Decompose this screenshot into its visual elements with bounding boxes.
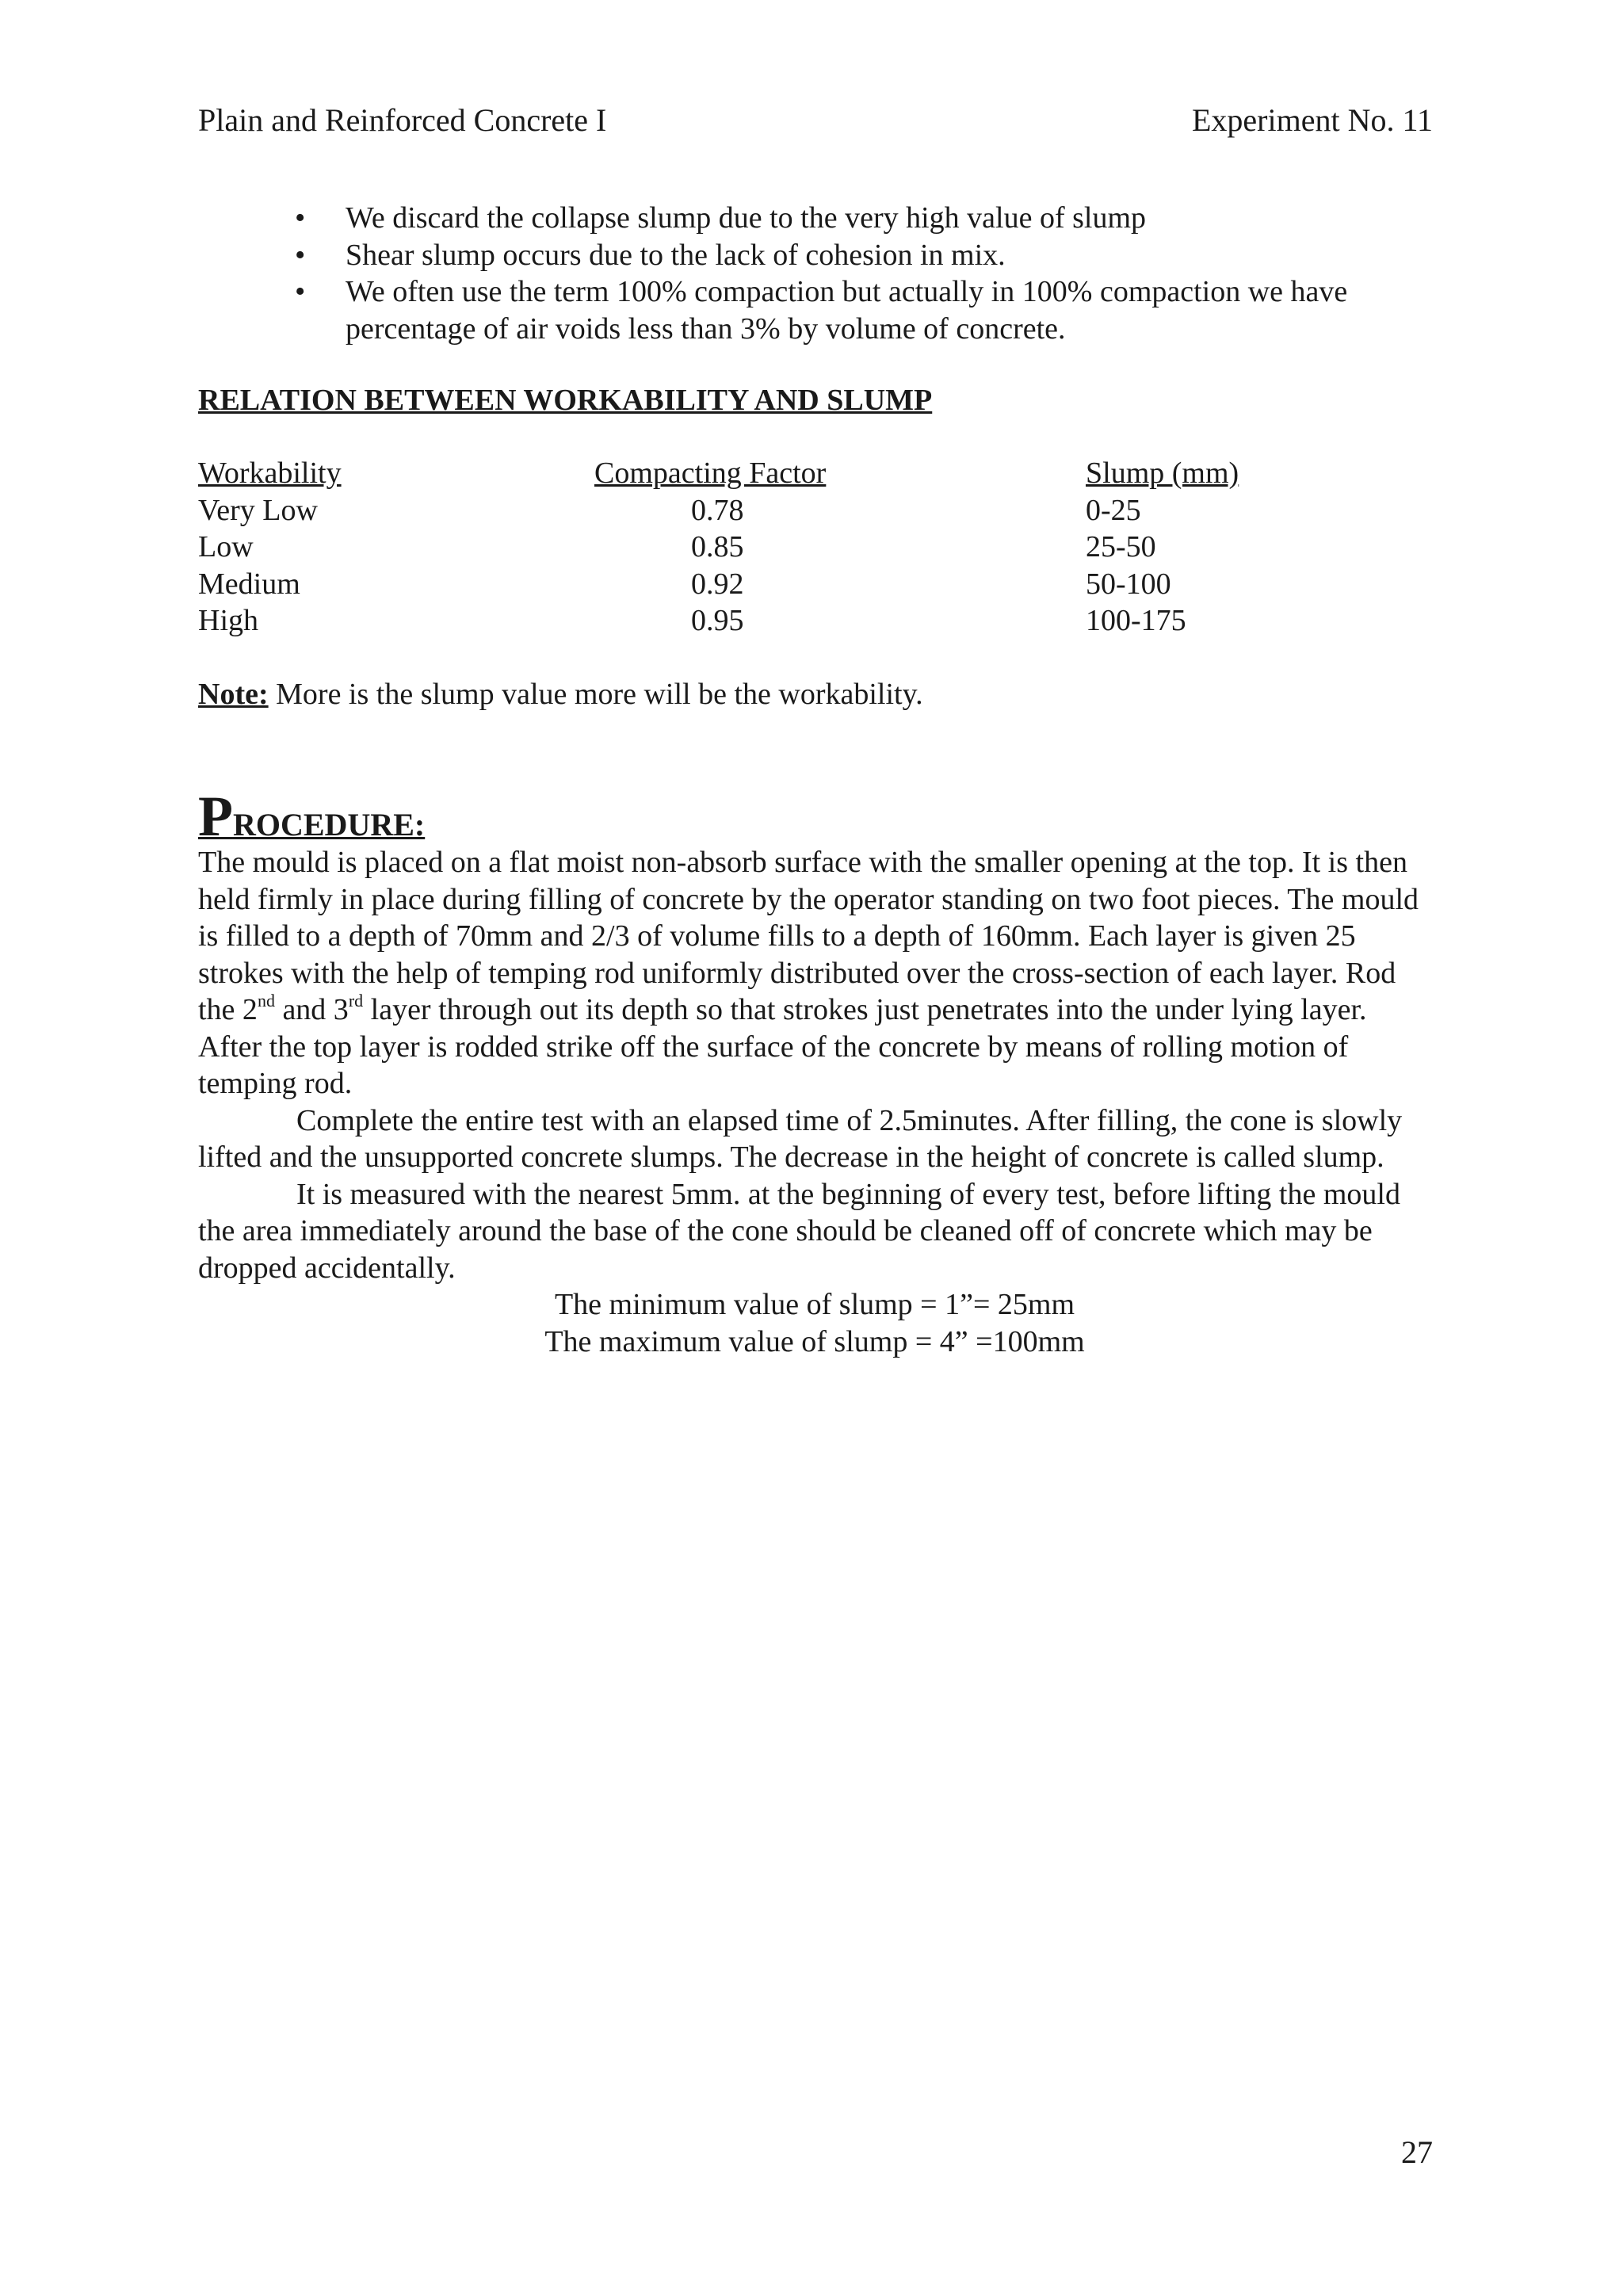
workability-table <box>198 455 1434 640</box>
column-header-compacting-factor: Compacting Factor <box>594 457 827 490</box>
list-item <box>198 273 1434 347</box>
procedure-text: layer through out its depth so that strokes just penetrates into the under lying layer. After the top layer is rodded strike off the surface of the concrete by means of rolling motion of temping rod. <box>198 993 1367 1100</box>
column-header-workability: Workability <box>198 457 342 490</box>
procedure-paragraph-2: Complete the entire test with an elapsed time of 2.5minutes. After filling, the cone is slowly lifted and the unsupported concrete slumps. The decrease in the height of concrete is called slump. <box>198 1103 1403 1174</box>
note-paragraph <box>198 676 1434 713</box>
cell-compacting-factor: 0.95 <box>691 604 744 637</box>
procedure-heading-initial: P <box>198 785 233 848</box>
running-header-experiment: Experiment No. 11 <box>1191 102 1433 138</box>
bullet-icon: • <box>295 238 306 272</box>
superscript: nd <box>257 991 275 1010</box>
page-content <box>198 200 1434 1360</box>
procedure-text: and 3 <box>274 993 349 1026</box>
cell-workability: High <box>198 604 258 637</box>
procedure-heading <box>198 785 1434 848</box>
note-text: More is the slump value more will be the workability. <box>268 677 923 711</box>
note-label: Note: <box>198 677 269 711</box>
list-item <box>198 237 1434 274</box>
procedure-paragraph-1 <box>198 844 1434 1102</box>
running-header-title: Plain and Reinforced Concrete I <box>198 102 607 138</box>
cell-workability: Low <box>198 530 254 563</box>
table-header-row <box>198 455 1434 492</box>
cell-workability: Very Low <box>198 493 318 527</box>
cell-workability: Medium <box>198 567 300 601</box>
minimum-slump-line: The minimum value of slump = 1”= 25mm <box>554 1288 1075 1321</box>
cell-slump: 25-50 <box>1086 530 1156 563</box>
cell-slump: 50-100 <box>1086 567 1171 601</box>
bullet-icon: • <box>295 275 306 308</box>
bullet-list <box>198 200 1434 347</box>
column-header-slump: Slump (mm) <box>1086 457 1239 490</box>
cell-compacting-factor: 0.92 <box>691 567 744 601</box>
relation-heading: RELATION BETWEEN WORKABILITY AND SLUMP <box>198 384 933 417</box>
list-item-text: Shear slump occurs due to the lack of cohesion in mix. <box>346 238 1006 272</box>
cell-slump: 0-25 <box>1086 493 1141 527</box>
bullet-icon: • <box>295 201 306 235</box>
procedure-paragraph-3: It is measured with the nearest 5mm. at the beginning of every test, before lifting the mould the area immediately around the base of the cone should be cleaned off of concrete which may be dropped accidentally. <box>198 1177 1400 1285</box>
list-item-text: We often use the term 100% compaction but actually in 100% compaction we have percentage of air voids less than 3% by volume of concrete. <box>346 275 1348 346</box>
list-item-text: We discard the collapse slump due to the very high value of slump <box>346 201 1147 235</box>
procedure-text: The mould is placed on a flat moist non-absorb surface with the smaller opening at the top. It is then held firmly in place during filling of concrete by the operator standing on two foot pieces. The mould is filled to a depth of 70mm and 2/3 of volume fills to a depth of 160mm. Each layer is given 25 strokes with the help of temping rod uniformly distributed over the cross-section of each layer. Rod the 2 <box>198 846 1419 1026</box>
table-row <box>198 492 1434 529</box>
cell-compacting-factor: 0.78 <box>691 493 744 527</box>
cell-slump: 100-175 <box>1086 604 1186 637</box>
table-row <box>198 529 1434 566</box>
procedure-heading-rest: ROCEDURE: <box>232 807 426 842</box>
superscript: rd <box>348 991 364 1010</box>
cell-compacting-factor: 0.85 <box>691 530 744 563</box>
list-item <box>198 200 1434 237</box>
table-row <box>198 566 1434 603</box>
maximum-slump-line: The maximum value of slump = 4” =100mm <box>544 1324 1085 1358</box>
page-number: 27 <box>1401 2134 1433 2170</box>
table-row <box>198 602 1434 640</box>
